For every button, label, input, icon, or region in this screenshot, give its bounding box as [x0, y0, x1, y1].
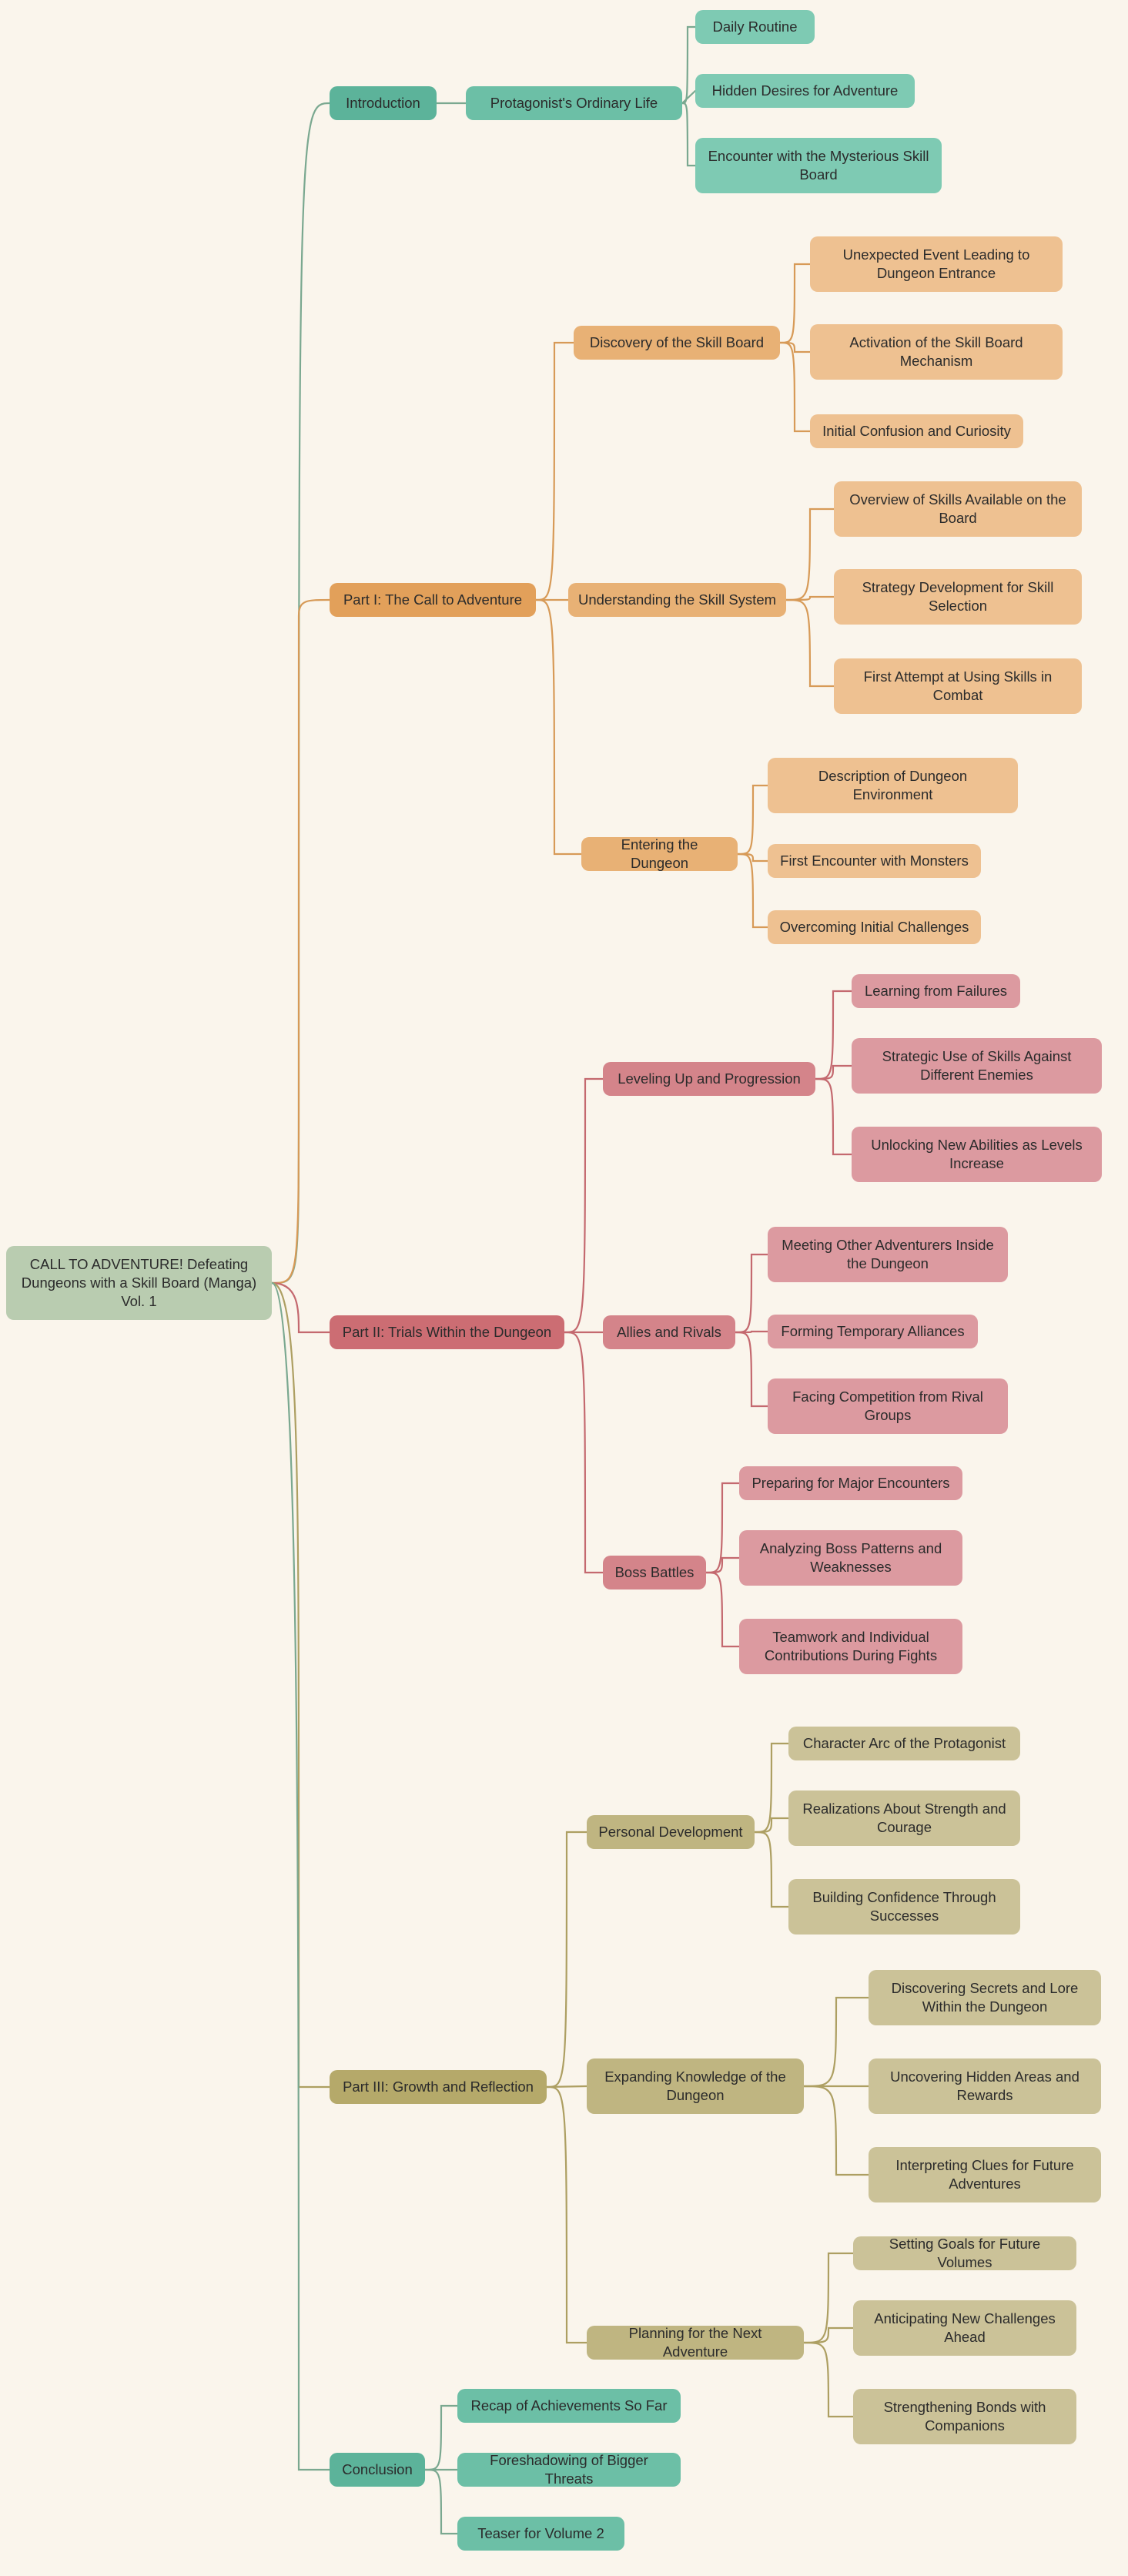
node-ordinary-life[interactable]: [466, 86, 682, 120]
node-label: Uncovering Hidden Areas and Rewards: [890, 2069, 1079, 2103]
node-label: Part I: The Call to Adventure: [343, 591, 523, 608]
node-dungeon-environment[interactable]: [768, 758, 1018, 813]
node-label: Part III: Growth and Reflection: [343, 2079, 534, 2095]
node-label: Unlocking New Abilities as Levels Increase: [871, 1137, 1083, 1171]
node-label: Introduction: [346, 95, 420, 112]
node-label: Interpreting Clues for Future Adventures: [895, 2157, 1074, 2192]
node-planning-next-adventure[interactable]: [587, 2326, 804, 2360]
node-teamwork-contributions[interactable]: [739, 1619, 962, 1674]
node-overcoming-initial-challenges[interactable]: [768, 910, 981, 944]
node-discovery-of-skill-board[interactable]: [574, 326, 780, 360]
node-label: Leveling Up and Progression: [618, 1070, 801, 1087]
node-foreshadowing-threats[interactable]: [457, 2453, 681, 2487]
node-facing-competition-rivals[interactable]: [768, 1378, 1008, 1434]
node-overview-of-skills[interactable]: [834, 481, 1082, 537]
node-discovering-secrets-lore[interactable]: [869, 1970, 1101, 2025]
node-learning-from-failures[interactable]: [852, 974, 1020, 1008]
node-label: Teamwork and Individual Contributions During Fights: [764, 1629, 938, 1663]
node-part-i[interactable]: [330, 583, 536, 617]
node-label: Strategy Development for Skill Selection: [862, 579, 1054, 614]
node-first-encounter-monsters[interactable]: [768, 844, 981, 878]
node-label: Planning for the Next Adventure: [628, 2325, 762, 2360]
node-label: Part II: Trials Within the Dungeon: [342, 1324, 552, 1341]
node-label: Building Confidence Through Successes: [812, 1889, 996, 1924]
node-label: First Encounter with Monsters: [780, 853, 969, 869]
node-label: Boss Battles: [614, 1564, 695, 1581]
node-label: Strategic Use of Skills Against Different Enemies: [882, 1048, 1072, 1083]
node-label: Unexpected Event Leading to Dungeon Entrance: [842, 246, 1030, 281]
node-label: Learning from Failures: [864, 983, 1008, 1000]
node-label: Realizations About Strength and Courage: [802, 1801, 1006, 1835]
node-realizations-strength-courage[interactable]: [788, 1790, 1020, 1846]
node-label: Hidden Desires for Adventure: [711, 82, 899, 99]
node-preparing-major-encounters[interactable]: [739, 1466, 962, 1500]
node-teaser-volume-2[interactable]: [457, 2517, 624, 2551]
node-part-iii[interactable]: [330, 2070, 547, 2104]
node-leveling-up[interactable]: [603, 1062, 815, 1096]
node-label: Personal Development: [598, 1824, 743, 1841]
node-label: Anticipating New Challenges Ahead: [874, 2310, 1056, 2345]
node-label: Strengthening Bonds with Companions: [883, 2399, 1046, 2434]
node-label: Encounter with the Mysterious Skill Board: [708, 148, 929, 183]
node-label: Analyzing Boss Patterns and Weaknesses: [759, 1540, 942, 1575]
node-label: Protagonist's Ordinary Life: [490, 95, 658, 112]
node-label: First Attempt at Using Skills in Combat: [863, 668, 1053, 703]
node-label: Entering the Dungeon: [621, 836, 698, 871]
node-meeting-other-adventurers[interactable]: [768, 1227, 1008, 1282]
node-label: Description of Dungeon Environment: [818, 768, 968, 802]
node-interpreting-clues[interactable]: [869, 2147, 1101, 2202]
node-introduction[interactable]: [330, 86, 437, 120]
node-label: Overview of Skills Available on the Board: [849, 491, 1066, 526]
mindmap-root-label: CALL TO ADVENTURE! Defeating Dungeons with a Skill Board (Manga) Vol. 1: [21, 1256, 257, 1309]
node-label: Overcoming Initial Challenges: [779, 919, 969, 936]
node-daily-routine[interactable]: [695, 10, 815, 44]
node-allies-and-rivals[interactable]: [603, 1315, 735, 1349]
node-character-arc[interactable]: [788, 1727, 1020, 1760]
node-entering-the-dungeon[interactable]: [581, 837, 738, 871]
node-label: Character Arc of the Protagonist: [802, 1735, 1006, 1752]
node-label: Facing Competition from Rival Groups: [792, 1388, 983, 1423]
node-label: Meeting Other Adventurers Inside the Dungeon: [782, 1237, 994, 1271]
node-label: Activation of the Skill Board Mechanism: [849, 334, 1023, 369]
mindmap-root-node[interactable]: [6, 1246, 272, 1320]
node-label: Teaser for Volume 2: [477, 2525, 604, 2542]
node-label: Allies and Rivals: [617, 1324, 721, 1341]
node-label: Initial Confusion and Curiosity: [822, 423, 1011, 440]
node-label: Conclusion: [342, 2461, 413, 2478]
node-activation-mechanism[interactable]: [810, 324, 1063, 380]
node-unexpected-event[interactable]: [810, 236, 1063, 292]
node-expanding-knowledge[interactable]: [587, 2058, 804, 2114]
node-unlocking-new-abilities[interactable]: [852, 1127, 1102, 1182]
node-encounter-skill-board[interactable]: [695, 138, 942, 193]
node-uncovering-hidden-areas[interactable]: [869, 2058, 1101, 2114]
node-setting-goals[interactable]: [853, 2236, 1076, 2270]
node-label: Understanding the Skill System: [577, 591, 777, 608]
node-strengthening-bonds[interactable]: [853, 2389, 1076, 2444]
node-understanding-skill-system[interactable]: [568, 583, 786, 617]
node-forming-temporary-alliances[interactable]: [768, 1315, 978, 1348]
node-conclusion[interactable]: [330, 2453, 425, 2487]
node-label: Expanding Knowledge of the Dungeon: [604, 2069, 786, 2103]
node-label: Daily Routine: [712, 18, 798, 35]
node-building-confidence[interactable]: [788, 1879, 1020, 1935]
node-analyzing-boss-patterns[interactable]: [739, 1530, 962, 1586]
node-strategy-development[interactable]: [834, 569, 1082, 625]
node-label: Foreshadowing of Bigger Threats: [490, 2452, 648, 2487]
node-label: Setting Goals for Future Volumes: [889, 2236, 1041, 2270]
node-personal-development[interactable]: [587, 1815, 755, 1849]
node-boss-battles[interactable]: [603, 1556, 706, 1589]
node-anticipating-challenges[interactable]: [853, 2300, 1076, 2356]
node-label: Recap of Achievements So Far: [470, 2397, 668, 2414]
node-strategic-use-of-skills[interactable]: [852, 1038, 1102, 1094]
node-hidden-desires[interactable]: [695, 74, 915, 108]
node-label: Discovering Secrets and Lore Within the Dungeon: [891, 1980, 1079, 2015]
node-label: Preparing for Major Encounters: [751, 1475, 950, 1492]
node-recap-achievements[interactable]: [457, 2389, 681, 2423]
node-label: Discovery of the Skill Board: [589, 334, 765, 351]
node-first-attempt-skills[interactable]: [834, 658, 1082, 714]
node-initial-confusion[interactable]: [810, 414, 1023, 448]
node-label: Forming Temporary Alliances: [781, 1323, 965, 1340]
node-part-ii[interactable]: [330, 1315, 564, 1349]
